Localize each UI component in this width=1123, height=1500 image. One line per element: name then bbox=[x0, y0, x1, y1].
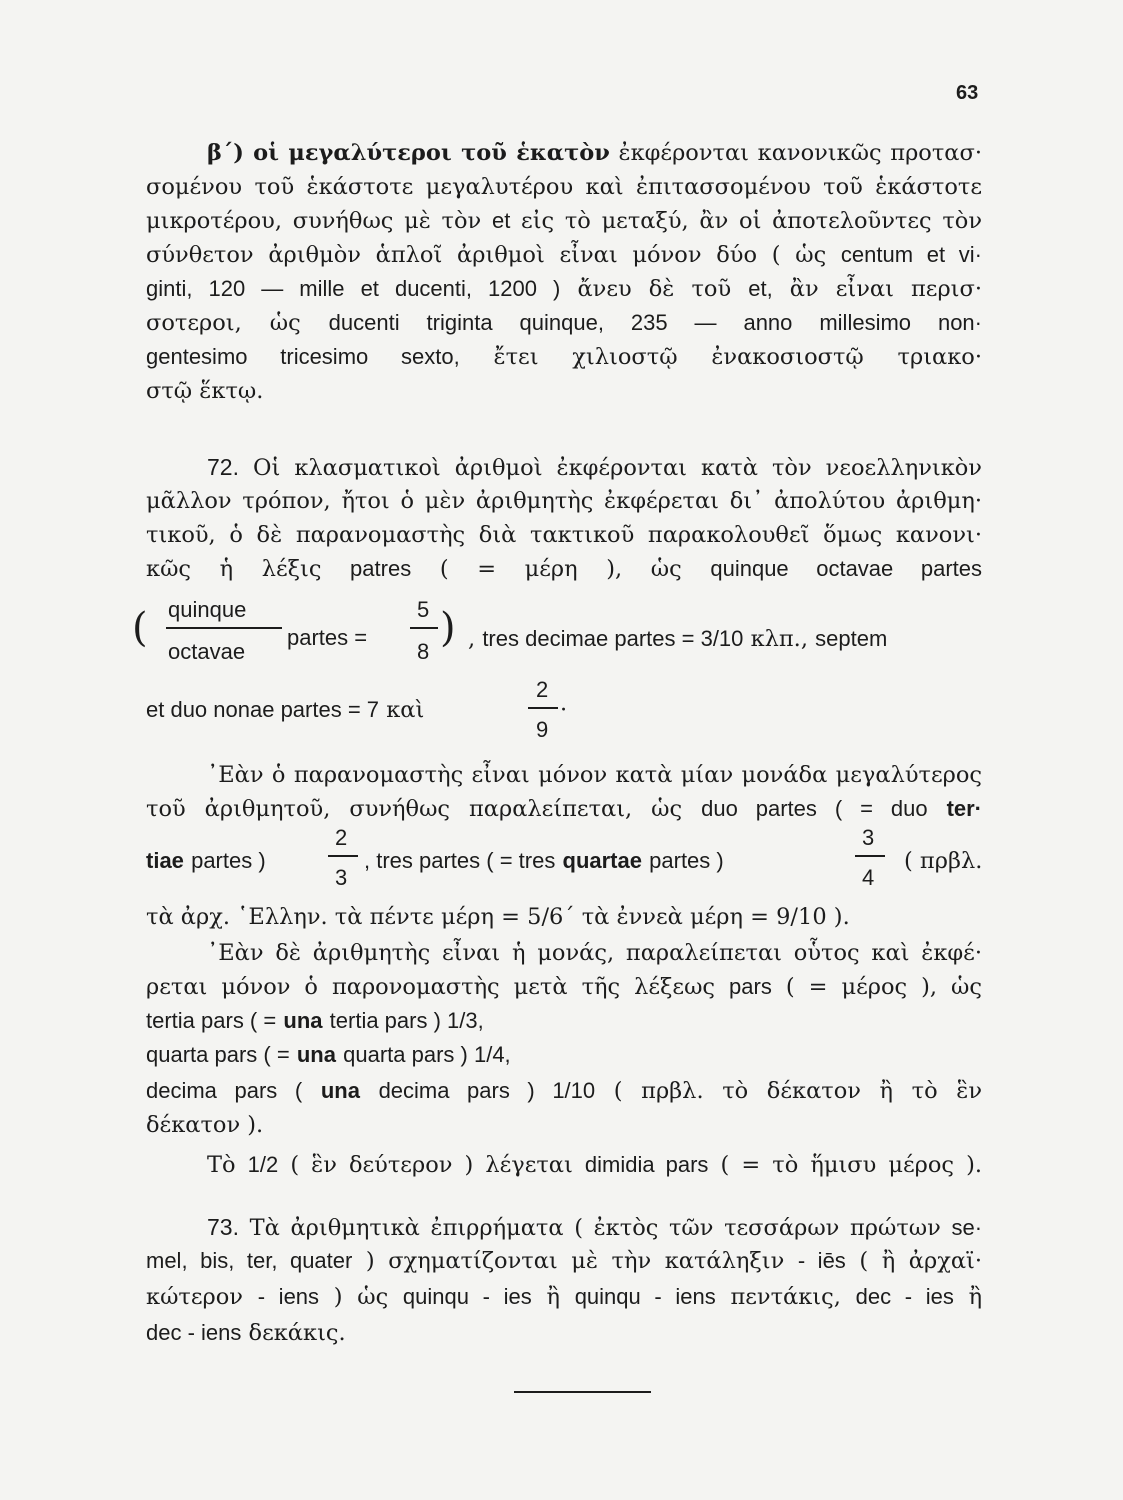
text-line: τικοῦ, ὁ δὲ παρανομαστὴς διὰ τακτικοῦ παρακολουθεῖ ὅμως κανονι· bbox=[146, 522, 982, 548]
text-span: ρεται μόνον ὁ παρονομαστὴς μετὰ τῆς λέξεως bbox=[146, 974, 716, 1000]
text-line: ( πρβλ. bbox=[904, 848, 983, 874]
latin-span: partes ) bbox=[649, 848, 724, 873]
latin-span: se· bbox=[951, 1215, 983, 1240]
section-number-72: 72. bbox=[207, 454, 239, 480]
text-span: κῶς ἡ λέξις bbox=[146, 556, 322, 582]
latin-span: dec - iens bbox=[146, 1320, 242, 1345]
latin-bold-span: una bbox=[283, 1008, 323, 1033]
latin-span: - iens bbox=[257, 1284, 320, 1309]
latin-span: duo partes ( = duo bbox=[701, 796, 928, 821]
fraction-1-numerator: quinque bbox=[168, 597, 247, 622]
text-line: σομένου τοῦ ἑκάστοτε μεγαλυτέρου καὶ ἐπιτασσομένου τοῦ ἑκάστοτε bbox=[146, 174, 982, 200]
latin-span: decima pars ) 1/10 bbox=[378, 1078, 596, 1103]
fraction-1-den: 8 bbox=[417, 639, 430, 664]
fraction-bar bbox=[528, 707, 558, 709]
latin-bold-span: una bbox=[296, 1042, 336, 1067]
latin-span: dimidia pars bbox=[584, 1152, 709, 1177]
latin-bold-span: tiae bbox=[146, 848, 184, 873]
text-span: ἔτει χιλιοστῷ ἐνακοσιοστῷ τριακο· bbox=[493, 344, 983, 370]
page-number: 63 bbox=[956, 82, 979, 104]
text-line bbox=[146, 1246, 982, 1276]
latin-span: quinqu - iens bbox=[574, 1284, 716, 1309]
text-line: ᾿Εὰν ὁ παρανομαστὴς εἶναι μόνον κατὰ μίαν μονάδα μεγαλύτερος bbox=[207, 762, 982, 788]
latin-span: pars bbox=[729, 974, 772, 999]
latin-span: , tres partes ( = tres bbox=[364, 848, 556, 873]
text-line: δέκατον ). bbox=[146, 1112, 264, 1138]
text-span: πεντάκις, bbox=[730, 1284, 841, 1310]
fraction-2-num: 2 bbox=[536, 677, 549, 702]
text-line bbox=[146, 1076, 982, 1106]
text-line bbox=[146, 240, 982, 270]
latin-span: gentesimo tricesimo sexto, bbox=[146, 344, 460, 369]
text-span: Οἱ κλασματικοὶ ἀριθμοὶ ἐκφέρονται κατὰ τὸν νεοελληνικὸν bbox=[253, 455, 982, 481]
text-span: κώτερον bbox=[146, 1284, 243, 1310]
latin-span: centum et vi· bbox=[840, 242, 983, 267]
latin-span: quarta pars ) 1/4, bbox=[343, 1042, 511, 1067]
text-span: ( = μέρος ), ὡς bbox=[785, 974, 982, 1000]
text-line bbox=[207, 138, 982, 168]
latin-span: septem bbox=[815, 626, 888, 651]
text-span: μικροτέρου, συνήθως μὲ τὸν bbox=[146, 208, 482, 234]
text-line bbox=[207, 452, 982, 482]
text-span: σοτεροι, ὡς bbox=[146, 310, 301, 336]
text-span: ( πρβλ. τὸ δέκατον ἢ τὸ ἓν bbox=[613, 1078, 983, 1104]
text-span: Τὸ bbox=[207, 1152, 236, 1178]
text-span: ἢ bbox=[546, 1284, 560, 1310]
text-line bbox=[364, 846, 724, 876]
text-line: μᾶλλον τρόπον, ἤτοι ὁ μὲν ἀριθμητὴς ἐκφέρεται δι᾿ ἀπολύτου ἀριθμη· bbox=[146, 488, 982, 514]
text-span: ) ὡς bbox=[333, 1284, 389, 1310]
latin-span: et duo nonae partes = 7 bbox=[146, 697, 380, 722]
fraction-1-denominator: octavae bbox=[168, 639, 246, 664]
paren-close: ) bbox=[440, 605, 456, 651]
latin-span: quinqu - ies bbox=[402, 1284, 532, 1309]
text-line bbox=[468, 624, 887, 654]
latin-bold-span: ter· bbox=[946, 796, 983, 821]
fraction-3-den: 3 bbox=[335, 865, 348, 890]
latin-span: patres bbox=[350, 556, 412, 581]
text-line bbox=[146, 1040, 511, 1070]
text-span: , bbox=[468, 626, 476, 652]
text-span: ( ἓν δεύτερον ) λέγεται bbox=[290, 1152, 573, 1178]
latin-span: - iēs bbox=[797, 1248, 846, 1273]
text-span: κλπ., bbox=[750, 626, 808, 652]
latin-span: tertia pars ) 1/3, bbox=[329, 1008, 484, 1033]
text-span: ) σχηματίζονται μὲ τὴν κατάληξιν bbox=[365, 1248, 785, 1274]
latin-bold-span: una bbox=[320, 1078, 360, 1103]
latin-span: ducenti triginta quinque, 235 — anno millesimo non· bbox=[328, 310, 982, 335]
text-span: ( ἢ ἀρχαϊ· bbox=[859, 1248, 983, 1274]
fraction-4-num: 3 bbox=[862, 825, 875, 850]
text-span: ἄνευ δὲ τοῦ bbox=[577, 276, 732, 302]
text-line bbox=[146, 794, 982, 824]
text-line bbox=[146, 206, 982, 236]
text-line bbox=[146, 1318, 346, 1348]
latin-span: et bbox=[491, 208, 511, 233]
text-line: · bbox=[560, 697, 568, 723]
text-line: ᾿Εὰν δὲ ἀριθμητὴς εἶναι ἡ μονάς, παραλείπεται οὗτος καὶ ἐκφέ· bbox=[207, 940, 982, 966]
fraction-bar bbox=[166, 627, 282, 629]
text-span: τοῦ ἀριθμητοῦ, συνήθως παραλείπεται, ὡς bbox=[146, 796, 683, 822]
text-span: ( = τὸ ἥμισυ μέρος ). bbox=[720, 1152, 983, 1178]
text-span: δεκάκις. bbox=[248, 1320, 346, 1346]
latin-span: partes ) bbox=[191, 848, 266, 873]
fraction-bar bbox=[855, 855, 885, 857]
text-line bbox=[207, 1212, 982, 1242]
text-line bbox=[146, 274, 982, 304]
fraction-bar bbox=[328, 855, 358, 857]
latin-span: 1/2 bbox=[247, 1152, 279, 1177]
text-line bbox=[207, 1150, 982, 1180]
latin-span: tertia pars ( = bbox=[146, 1008, 277, 1033]
latin-span: dec - ies bbox=[855, 1284, 954, 1309]
fraction-bar bbox=[410, 627, 438, 629]
text-span: ἢ bbox=[968, 1284, 983, 1310]
heading-beta: β΄) οἱ μεγαλύτεροι τοῦ ἑκατὸν bbox=[207, 140, 610, 166]
text-span: καὶ bbox=[386, 697, 425, 723]
text-line bbox=[146, 972, 982, 1002]
text-line bbox=[146, 846, 266, 876]
paren-open: ( bbox=[132, 605, 148, 651]
latin-span: quinque octavae partes bbox=[710, 556, 982, 581]
fraction-1-num: 5 bbox=[417, 597, 430, 622]
text-span: ἐκφέρονται κανονικῶς προτασ· bbox=[618, 140, 982, 166]
text-line bbox=[146, 1282, 982, 1312]
latin-span: mel, bis, ter, quater bbox=[146, 1248, 353, 1273]
fraction-2-den: 9 bbox=[536, 717, 549, 742]
section-number-73: 73. bbox=[207, 1214, 239, 1240]
fraction-4-den: 4 bbox=[862, 865, 875, 890]
text-line bbox=[146, 342, 982, 372]
text-span: Τὰ ἀριθμητικὰ ἐπιρρήματα ( ἐκτὸς τῶν τεσσάρων πρώτων bbox=[249, 1215, 941, 1241]
latin-span: ginti, 120 — mille et ducenti, 1200 ) bbox=[146, 276, 561, 301]
latin-span: decima pars ( bbox=[146, 1078, 303, 1103]
latin-span: et, bbox=[748, 276, 773, 301]
text-line bbox=[146, 554, 982, 584]
text-line: τὰ ἀρχ. ῾Ελλην. τὰ πέντε μέρη = 5/6΄ τὰ ἐννεὰ μέρη = 9/10 ). bbox=[146, 904, 850, 930]
fraction-1-partes: partes = bbox=[287, 625, 368, 650]
fraction-3-num: 2 bbox=[335, 825, 348, 850]
text-line: στῷ ἕκτῳ. bbox=[146, 378, 264, 404]
text-line bbox=[146, 308, 982, 338]
text-span: ( = μέρη ), ὡς bbox=[439, 556, 682, 582]
latin-bold-span: quartae bbox=[562, 848, 642, 873]
text-line bbox=[146, 1006, 484, 1036]
text-line bbox=[146, 695, 424, 725]
text-span: εἰς τὸ μεταξύ, ἂν οἱ ἀποτελοῦντες τὸν bbox=[521, 208, 983, 234]
latin-span: tres decimae partes = 3/10 bbox=[482, 626, 744, 651]
section-end-rule bbox=[514, 1391, 651, 1393]
text-span: ἂν εἶναι περισ· bbox=[789, 276, 983, 302]
text-span: σύνθετον ἀριθμὸν ἁπλοῖ ἀριθμοὶ εἶναι μόνον δύο ( ὡς bbox=[146, 242, 827, 268]
latin-span: quarta pars ( = bbox=[146, 1042, 290, 1067]
